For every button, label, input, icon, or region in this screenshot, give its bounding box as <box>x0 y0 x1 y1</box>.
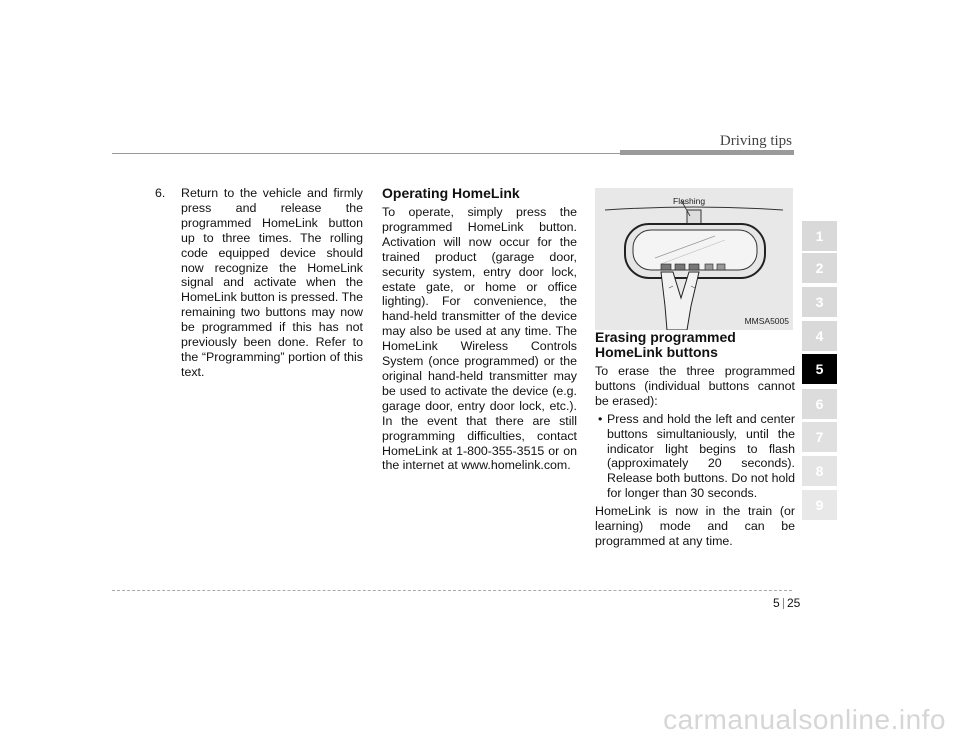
chapter-tab-1[interactable]: 1 <box>802 221 837 251</box>
chapter-tab-5[interactable]: 5 <box>802 354 837 384</box>
chapter-tab-3[interactable]: 3 <box>802 287 837 317</box>
footer-rule <box>112 590 792 591</box>
header-rule <box>112 153 622 154</box>
erasing-homelink-section <box>595 330 795 549</box>
chapter-tab-2[interactable]: 2 <box>802 253 837 283</box>
header-rule-accent <box>620 150 794 155</box>
figure-code: MMSA5005 <box>744 316 789 326</box>
chapter-tab-7[interactable]: 7 <box>802 422 837 452</box>
chapter-tab-4[interactable]: 4 <box>802 321 837 351</box>
erasing-homelink-heading: Erasing programmed HomeLink buttons <box>595 329 736 360</box>
step-text: Return to the vehicle and firmly press and release the programmed HomeLink button up to three times. The rolling code equipped device should now recognize the HomeLink signal and activate when the HomeLink button is pressed. The remaining two buttons may now be programmed if this has not previously been done. Refer to the “Programming” portion of this text. <box>181 186 363 379</box>
operating-homelink-section <box>382 186 577 473</box>
flashing-label: Flashing <box>673 196 706 206</box>
chapter-tab-8[interactable]: 8 <box>802 456 837 486</box>
erasing-intro: To erase the three programmed buttons (individual buttons cannot be erased): <box>595 364 795 408</box>
mirror-hand-icon <box>595 188 793 330</box>
watermark-logo: carmanualsonline.info <box>663 704 946 735</box>
erasing-bullet-text: Press and hold the left and center buttons simultaniously, until the indicator light begins to flash (approximately 20 seconds). Release both buttons. Do not hold for longer than 30 seconds. <box>607 411 795 501</box>
page-section-number: 5 <box>773 596 780 610</box>
chapter-tab-9[interactable]: 9 <box>802 490 837 520</box>
rearview-mirror-illustration <box>595 188 793 330</box>
operating-homelink-body: To operate, simply press the programmed HomeLink button. Activation will now occur for the trained product (garage door, security system, entry door lock, estate gate, or home or office lighting). For convenience, the hand-held transmitter of the device may also be used at any time. The HomeLink Wireless Controls System (once programmed) or the original hand-held transmitter may be used to activate the device (e.g. garage door, entry door lock, etc.). In the event that there are still programming difficulties, contact HomeLink at 1-800-355-3515 or on the internet at www.homelink.com. <box>382 205 577 473</box>
bullet-symbol: • <box>598 411 603 426</box>
erasing-closing: HomeLink is now in the train (or learning) mode and can be programmed at any time. <box>595 504 795 548</box>
operating-homelink-heading: Operating HomeLink <box>382 185 520 201</box>
step-6-block <box>155 186 363 380</box>
step-number: 6. <box>155 186 166 200</box>
page-number: 25 <box>787 596 801 610</box>
chapter-tab-6[interactable]: 6 <box>802 389 837 419</box>
page-number-separator <box>783 598 784 609</box>
erasing-bullet <box>595 412 795 501</box>
section-title: Driving tips <box>719 133 792 149</box>
